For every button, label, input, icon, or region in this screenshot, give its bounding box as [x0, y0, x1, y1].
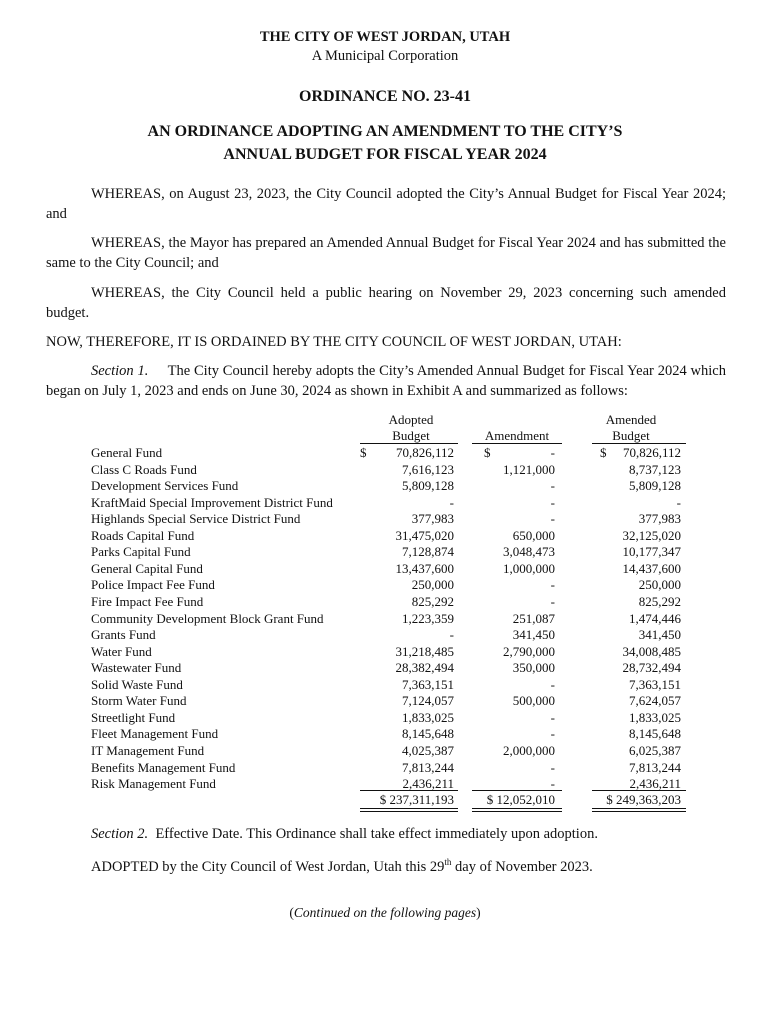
- amended-budget-value: 377,983: [638, 511, 681, 527]
- totals-rule-amendment: [472, 790, 562, 791]
- whereas-1-text: WHEREAS, on August 23, 2023, the City Council adopted the City’s Annual Budget for Fiscal Year 2024; and: [46, 186, 726, 222]
- amendment-value: -: [550, 726, 555, 742]
- adopted-budget-value: 70,826,112: [395, 445, 454, 460]
- amended-budget-value: 34,008,485: [622, 643, 681, 659]
- section-1-text: The City Council hereby adopts the City’s Amended Annual Budget for Fiscal Year 2024 which began on July 1, 2023 and ends on June 30, 2024 as shown in Exhibit A and summarized as follows:: [46, 363, 726, 399]
- amended-budget-value: 5,809,128: [629, 478, 681, 494]
- amendment-value: -: [550, 776, 555, 791]
- adopted-budget-value: 31,475,020: [395, 527, 454, 543]
- amendment-value: 3,048,473: [503, 544, 555, 560]
- amendment-value: 251,087: [512, 610, 555, 626]
- adopted-budget-value: 4,025,387: [402, 742, 454, 758]
- fund-name: Highlands Special Service District Fund: [91, 511, 301, 527]
- fund-name: Streetlight Fund: [91, 709, 176, 725]
- adopted-budget-value: 1,833,025: [402, 709, 454, 725]
- amended-budget-value: 1,833,025: [629, 709, 681, 725]
- adopted-budget-value: 377,983: [411, 511, 454, 527]
- header-adopted-top: Adopted: [388, 412, 434, 427]
- amended-budget-value: 341,450: [638, 627, 681, 642]
- adopted-budget-value: 28,382,494: [395, 660, 454, 676]
- whereas-paragraph-2: [46, 233, 726, 273]
- fund-name: Roads Capital Fund: [91, 527, 195, 543]
- adopted-budget-value: 7,124,057: [402, 693, 454, 709]
- fund-name: IT Management Fund: [91, 742, 205, 758]
- adoption-text-pre: ADOPTED by the City Council of West Jordan, Utah this 29: [91, 858, 445, 875]
- adopted-budget-value: 7,363,151: [402, 676, 454, 692]
- adopted-budget-value: 1,223,359: [402, 610, 454, 626]
- adopted-budget-value: 250,000: [411, 577, 454, 593]
- ordinance-title-line-2: ANNUAL BUDGET FOR FISCAL YEAR 2024: [223, 146, 547, 163]
- fund-name: Class C Roads Fund: [91, 461, 197, 477]
- fund-name: Solid Waste Fund: [91, 676, 183, 692]
- header-rule-amended: [592, 443, 686, 444]
- dollar-sign-amended: $: [600, 445, 607, 460]
- amendment-value: -: [550, 594, 555, 609]
- adopted-budget-value: 7,128,874: [402, 544, 454, 560]
- adopted-budget-value: 8,145,648: [402, 726, 454, 742]
- total-amended: $ 249,363,203: [606, 792, 681, 807]
- header-amendment: Amendment: [484, 428, 550, 443]
- adopted-budget-value: 7,813,244: [402, 759, 454, 775]
- amendment-value: 350,000: [512, 660, 555, 676]
- now-therefore-clause: NOW, THEREFORE, IT IS ORDAINED BY THE CITY COUNCIL OF WEST JORDAN, UTAH:: [46, 334, 622, 350]
- amended-budget-value: 1,474,446: [629, 610, 681, 626]
- totals-rule-amended: [592, 790, 686, 791]
- amendment-value: 2,790,000: [503, 643, 555, 659]
- amended-budget-value: 6,025,387: [629, 742, 681, 758]
- city-name: THE CITY OF WEST JORDAN, UTAH: [259, 29, 511, 45]
- total-amendment: $ 12,052,010: [486, 792, 555, 807]
- amended-budget-value: 70,826,112: [622, 445, 681, 460]
- fund-name: Community Development Block Grant Fund: [91, 610, 324, 626]
- amendment-value: -: [550, 445, 555, 460]
- amended-budget-value: 10,177,347: [622, 544, 681, 560]
- adoption-superscript: th: [444, 857, 452, 867]
- fund-name: Water Fund: [91, 643, 152, 659]
- amended-budget-value: 8,145,648: [629, 726, 681, 742]
- adopted-budget-value: 825,292: [411, 594, 454, 609]
- header-amended-top: Amended: [605, 412, 657, 427]
- fund-name: Police Impact Fee Fund: [91, 577, 215, 593]
- amendment-value: -: [550, 759, 555, 775]
- amended-budget-value: 7,624,057: [629, 693, 681, 709]
- amended-budget-value: 7,363,151: [629, 676, 681, 692]
- amended-budget-value: 7,813,244: [629, 759, 681, 775]
- whereas-2-text: WHEREAS, the Mayor has prepared an Amended Annual Budget for Fiscal Year 2024 and has submitted the same to the City Council; and: [46, 235, 726, 271]
- adopted-budget-value: -: [449, 494, 454, 510]
- whereas-paragraph-3: [46, 283, 726, 323]
- fund-name: Benefits Management Fund: [91, 759, 236, 775]
- ordinance-title-line-1: AN ORDINANCE ADOPTING AN AMENDMENT TO THE CITY’S: [147, 123, 623, 140]
- continued-open-paren: (: [289, 905, 294, 920]
- total-double-rule-amended: [592, 808, 686, 812]
- adoption-statement: [91, 857, 593, 876]
- amendment-value: -: [550, 478, 555, 494]
- totals-rule-adopted: [360, 790, 458, 791]
- whereas-paragraph-1: [46, 184, 726, 224]
- fund-name: KraftMaid Special Improvement District Fund: [91, 494, 333, 510]
- section-2-paragraph: [91, 826, 598, 843]
- header-adopted-bottom: Budget: [392, 428, 430, 443]
- header-rule-amendment: [472, 443, 562, 444]
- amendment-value: 650,000: [512, 527, 555, 543]
- total-adopted: $ 237,311,193: [379, 792, 454, 807]
- adopted-budget-value: 31,218,485: [395, 643, 454, 659]
- fund-name: Grants Fund: [91, 627, 156, 642]
- amended-budget-value: 32,125,020: [622, 527, 681, 543]
- amended-budget-value: 250,000: [638, 577, 681, 593]
- header-rule-adopted: [360, 443, 458, 444]
- section-1-paragraph: [46, 361, 726, 401]
- total-double-rule-amendment: [472, 808, 562, 812]
- dollar-sign-amendment: $: [484, 445, 491, 460]
- adopted-budget-value: 5,809,128: [402, 478, 454, 494]
- section-2-text: Effective Date. This Ordinance shall take effect immediately upon adoption.: [155, 826, 598, 842]
- total-double-rule-adopted: [360, 808, 458, 812]
- section-1-label: Section 1.: [91, 363, 149, 379]
- amendment-value: 1,121,000: [503, 461, 555, 477]
- fund-name: General Capital Fund: [91, 560, 203, 576]
- fund-name: Fleet Management Fund: [91, 726, 219, 742]
- amendment-value: -: [550, 709, 555, 725]
- amendment-value: 341,450: [512, 627, 555, 642]
- amended-budget-value: 2,436,211: [629, 776, 681, 791]
- amendment-value: 500,000: [512, 693, 555, 709]
- amendment-value: 2,000,000: [503, 742, 555, 758]
- fund-name: Wastewater Fund: [91, 660, 182, 676]
- corporation-subtitle: A Municipal Corporation: [311, 48, 459, 64]
- dollar-sign-adopted: $: [360, 445, 367, 460]
- adoption-text-post: day of November 2023.: [451, 858, 593, 875]
- ordinance-number: ORDINANCE NO. 23-41: [299, 88, 471, 105]
- section-2-label: Section 2.: [91, 826, 149, 842]
- adopted-budget-value: -: [449, 627, 454, 642]
- amendment-value: -: [550, 577, 555, 593]
- adopted-budget-value: 7,616,123: [402, 461, 454, 477]
- adopted-budget-value: 2,436,211: [402, 776, 454, 791]
- continued-text: Continued on the following pages: [293, 905, 477, 920]
- amended-budget-value: 825,292: [638, 594, 681, 609]
- amended-budget-value: 8,737,123: [629, 461, 681, 477]
- continued-close-paren: ): [476, 905, 481, 920]
- continued-note: [0, 905, 770, 921]
- amendment-value: -: [550, 511, 555, 527]
- amendment-value: -: [550, 676, 555, 692]
- fund-name: Fire Impact Fee Fund: [91, 594, 204, 609]
- amended-budget-value: 14,437,600: [622, 560, 681, 576]
- whereas-3-text: WHEREAS, the City Council held a public hearing on November 29, 2023 concerning such amended budget.: [46, 285, 726, 321]
- amendment-value: 1,000,000: [503, 560, 555, 576]
- amendment-value: -: [550, 494, 555, 510]
- fund-name: Risk Management Fund: [91, 776, 216, 791]
- fund-name: Parks Capital Fund: [91, 544, 191, 560]
- fund-name: Storm Water Fund: [91, 693, 187, 709]
- amended-budget-value: 28,732,494: [622, 660, 681, 676]
- adopted-budget-value: 13,437,600: [395, 560, 454, 576]
- amended-budget-value: -: [676, 494, 681, 510]
- header-amended-bottom: Budget: [612, 428, 650, 443]
- fund-name: Development Services Fund: [91, 478, 239, 494]
- fund-name: General Fund: [91, 445, 163, 460]
